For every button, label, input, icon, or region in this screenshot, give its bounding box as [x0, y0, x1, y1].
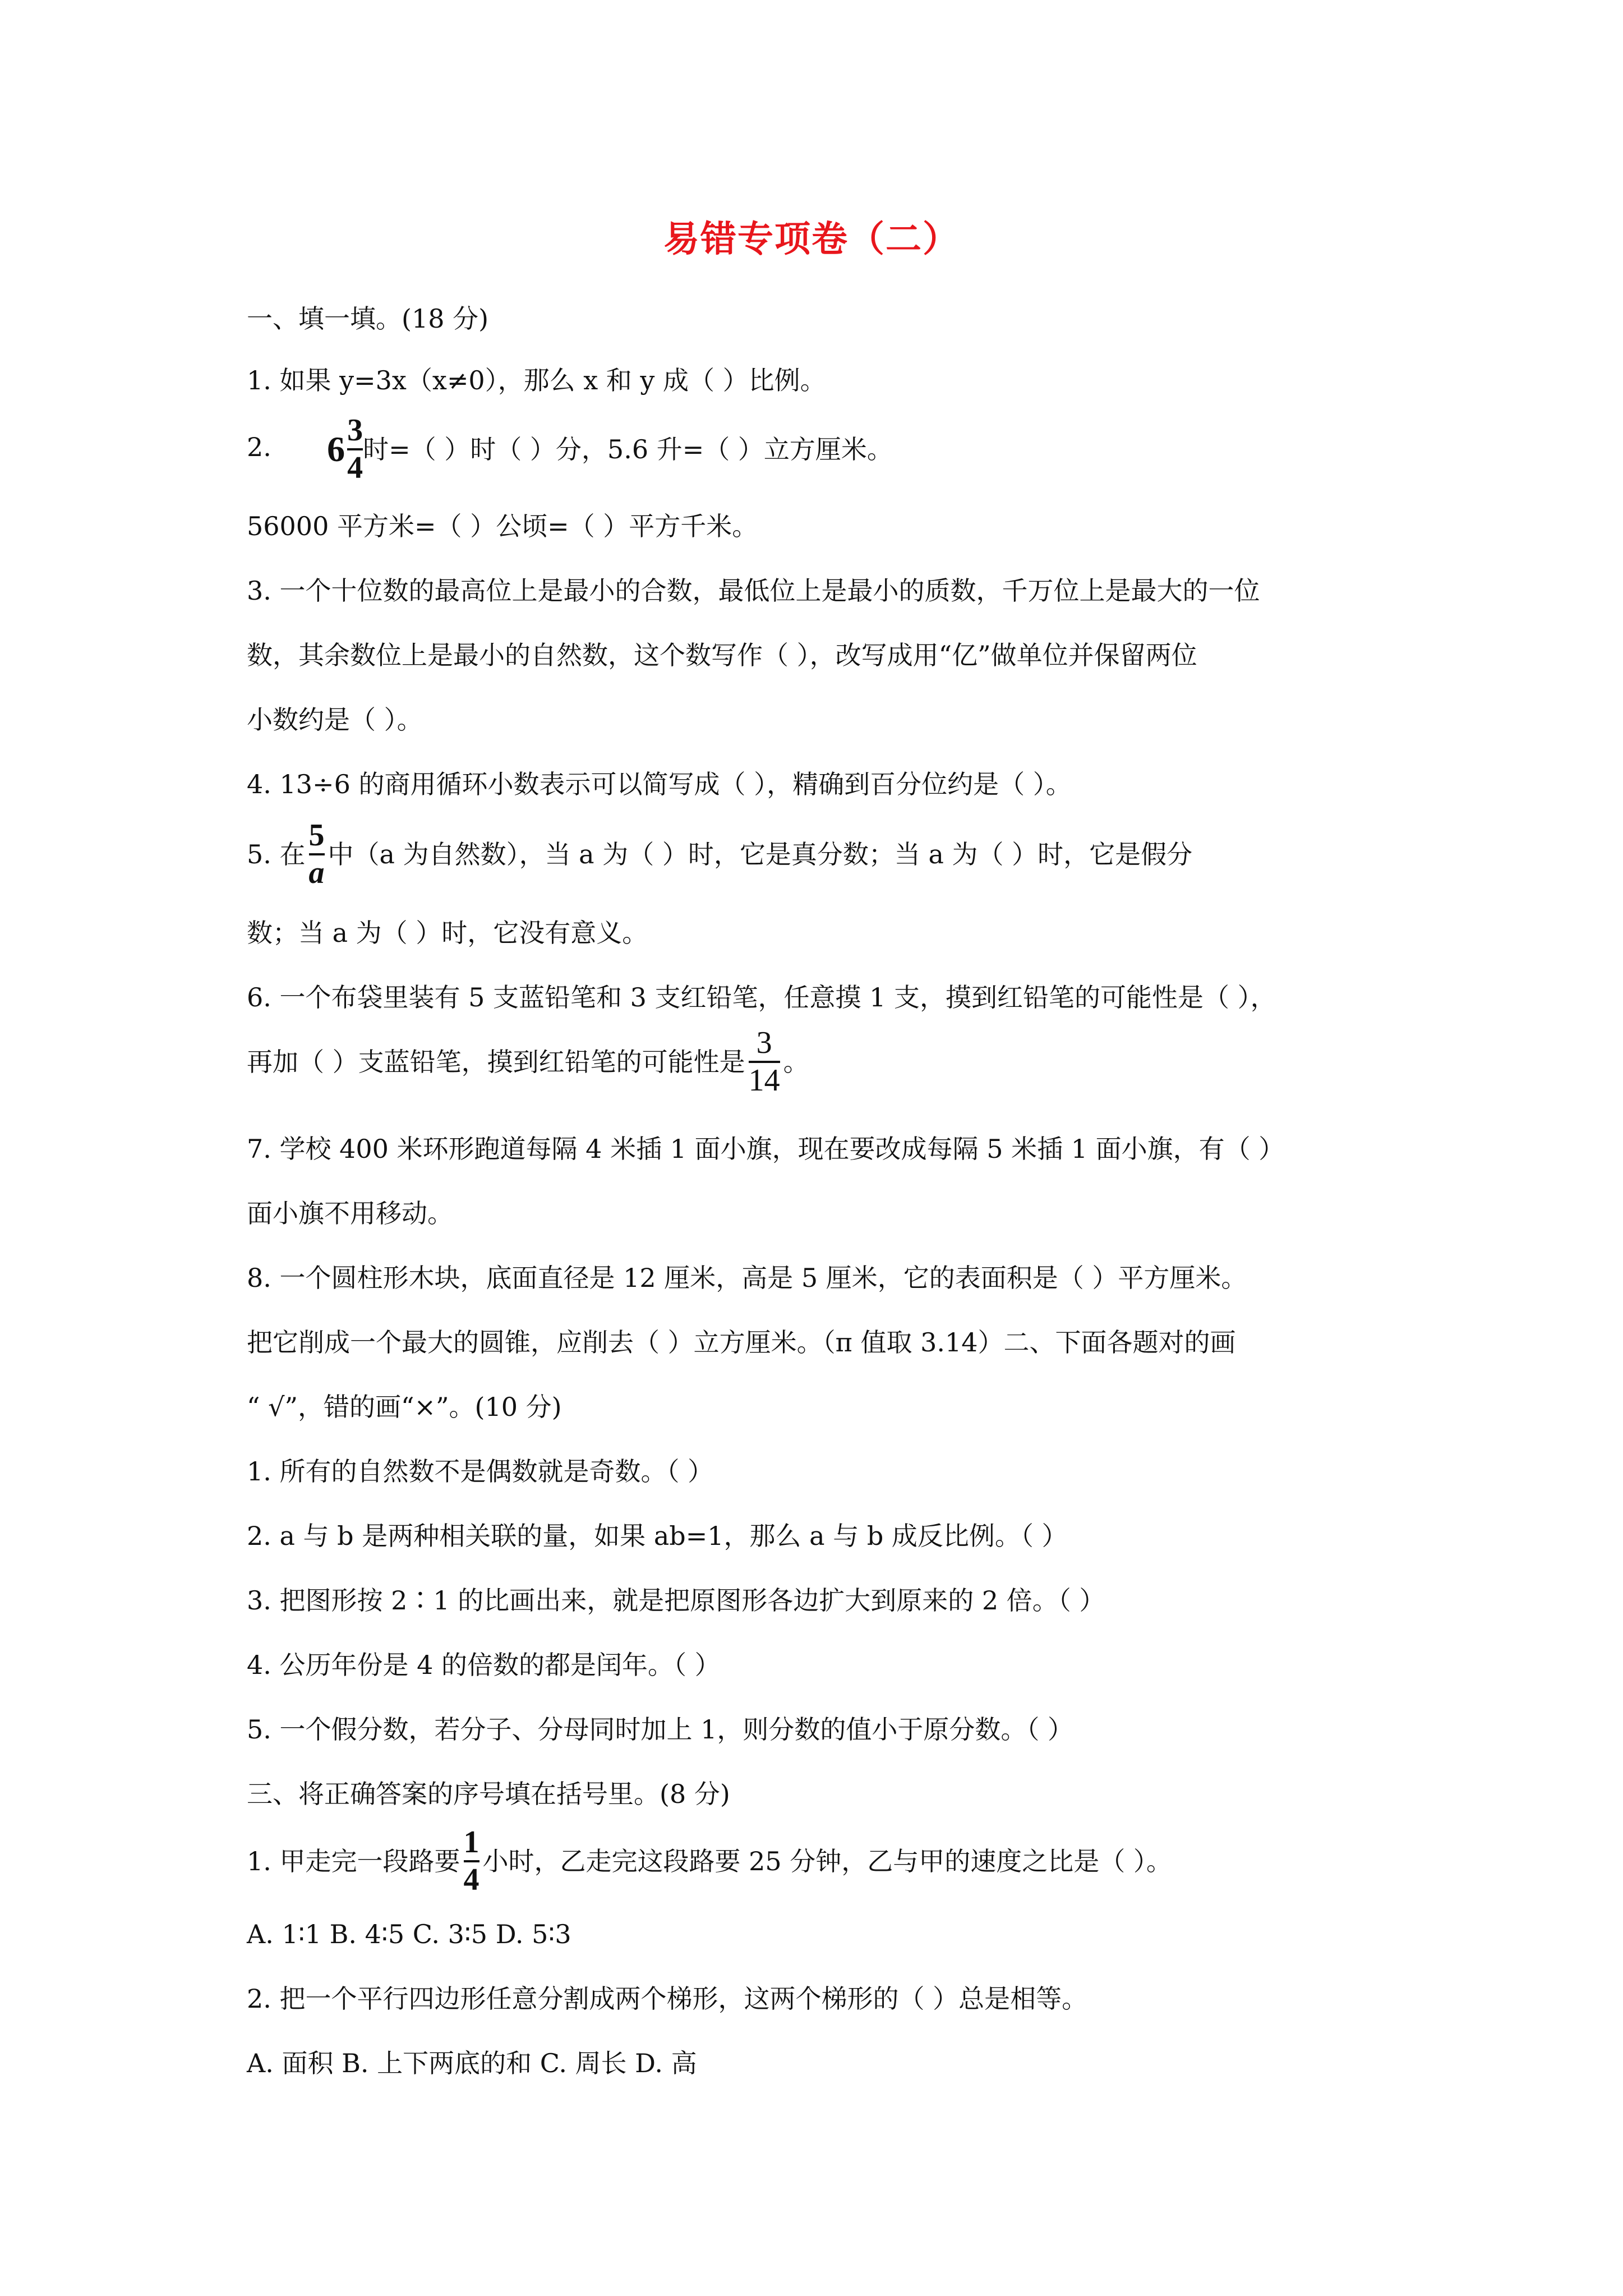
- fraction-1-4: $\frac{1}{4}$: [463, 1825, 479, 1897]
- question-2-rest: 时=（ ）时（ ）分，5.6 升=（ ）立方厘米。: [363, 434, 893, 464]
- question-6-line2: [247, 1027, 809, 1097]
- question-2: [247, 414, 893, 485]
- fraction-3-14: $\frac{3}{14}$: [748, 1025, 780, 1098]
- question-6-line2-suffix: 。: [783, 1046, 809, 1077]
- question-1: 1. 如果 y=3x（x≠0），那么 x 和 y 成（ ）比例。: [247, 365, 826, 395]
- choice-2-options: A. 面积 B. 上下两底的和 C. 周长 D. 高: [247, 2048, 697, 2078]
- question-3-line3: 小数约是（ ）。: [247, 705, 423, 735]
- judge-3: 3. 把图形按 2∶1 的比画出来，就是把原图形各边扩大到原来的 2 倍。（ ）: [247, 1585, 1105, 1616]
- choice-1-rest: 小时，乙走完这段路要 25 分钟，乙与甲的速度之比是（ ）。: [482, 1846, 1172, 1876]
- page-title: 易错专项卷（二）: [663, 218, 960, 260]
- fraction-5-a: $\frac{5}{a}$: [308, 818, 325, 890]
- mixed-number-whole: 6: [327, 429, 345, 469]
- section-header-judge: “ √”，错的画“×”。(10 分): [247, 1392, 562, 1422]
- question-7-line1: 7. 学校 400 米环形跑道每隔 4 米插 1 面小旗，现在要改成每隔 5 米插 1 面小旗，有（ ）: [247, 1134, 1285, 1164]
- question-3-line1: 3. 一个十位数的最高位上是最小的合数，最低位上是最小的质数，千万位上是最大的一位: [247, 576, 1260, 606]
- question-2-number: 2.: [247, 431, 271, 462]
- question-8-line1: 8. 一个圆柱形木块，底面直径是 12 厘米，高是 5 厘米，它的表面积是（ ）平方厘米。: [247, 1263, 1247, 1293]
- choice-1: [247, 1826, 1172, 1897]
- judge-1: 1. 所有的自然数不是偶数就是奇数。（ ）: [247, 1456, 714, 1487]
- section-header-choice: 三、将正确答案的序号填在括号里。(8 分): [247, 1779, 730, 1809]
- question-8-line2: 把它削成一个最大的圆锥，应削去（ ）立方厘米。（π 值取 3.14）二、下面各题对的画: [247, 1327, 1236, 1358]
- fraction-3-4: $\frac{3}{4}$: [347, 413, 363, 485]
- judge-4: 4. 公历年份是 4 的倍数的都是闰年。（ ）: [247, 1650, 721, 1680]
- judge-5: 5. 一个假分数，若分子、分母同时加上 1，则分数的值小于原分数。（ ）: [247, 1714, 1074, 1745]
- question-3-line2: 数，其余数位上是最小的自然数，这个数写作（ ），改写成用“亿”做单位并保留两位: [247, 640, 1197, 670]
- question-2-line2: 56000 平方米=（ ）公顷=（ ）平方千米。: [247, 511, 758, 541]
- question-6-line2-prefix: 再加（ ）支蓝铅笔，摸到红铅笔的可能性是: [247, 1046, 745, 1077]
- choice-1-options: A. 1∶1 B. 4∶5 C. 3∶5 D. 5∶3: [247, 1919, 571, 1949]
- question-5-prefix: 5. 在: [247, 839, 306, 869]
- judge-2: 2. a 与 b 是两种相关联的量，如果 ab=1，那么 a 与 b 成反比例。（ ）: [247, 1521, 1068, 1551]
- question-5-rest: 中（a 为自然数），当 a 为（ ）时，它是真分数；当 a 为（ ）时，它是假分: [328, 839, 1193, 869]
- section-header-fill: 一、填一填。(18 分): [247, 303, 489, 334]
- choice-2: 2. 把一个平行四边形任意分割成两个梯形，这两个梯形的（ ）总是相等。: [247, 1984, 1088, 2014]
- question-7-line2: 面小旗不用移动。: [247, 1198, 453, 1228]
- choice-1-prefix: 1. 甲走完一段路要: [247, 1846, 460, 1876]
- question-6-line1: 6. 一个布袋里装有 5 支蓝铅笔和 3 支红铅笔，任意摸 1 支，摸到红铅笔的可能性是（ ），: [247, 982, 1276, 1013]
- question-5: [247, 819, 1192, 890]
- question-5-line2: 数；当 a 为（ ）时，它没有意义。: [247, 918, 648, 948]
- question-4: 4. 13÷6 的商用循环小数表示可以简写成（ ），精确到百分位约是（ ）。: [247, 769, 1072, 799]
